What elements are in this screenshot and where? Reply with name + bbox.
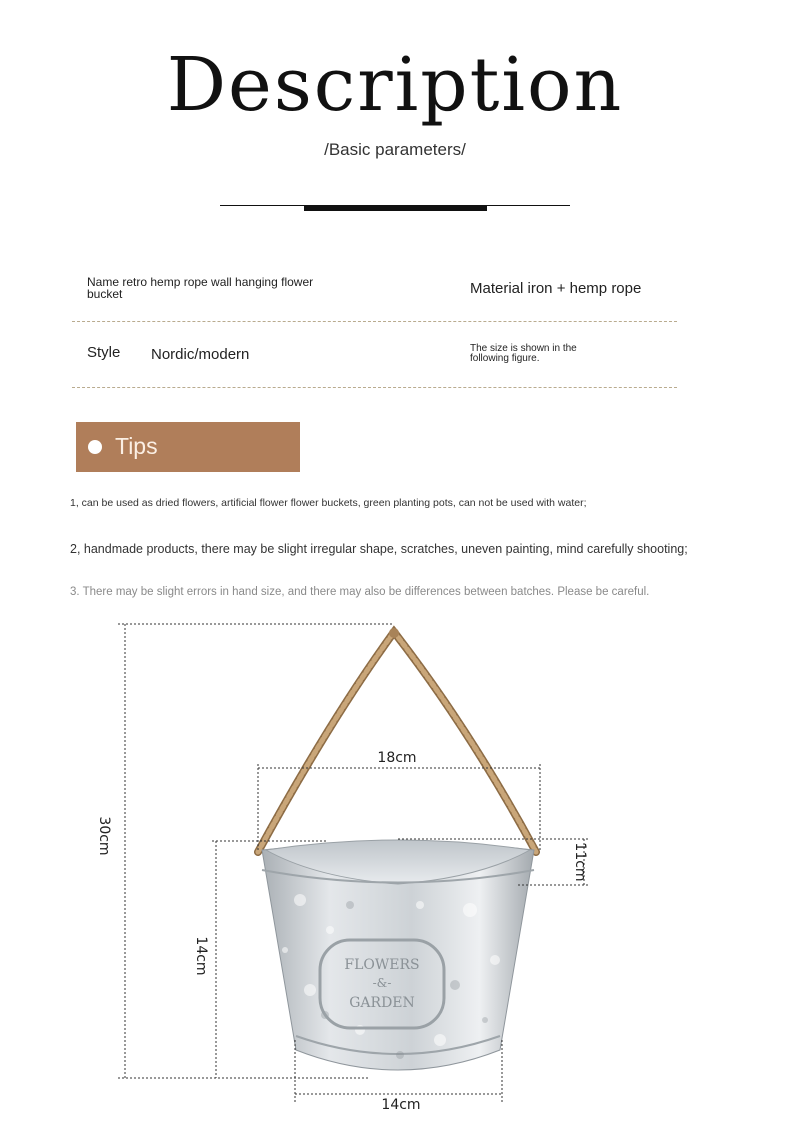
page-title: Description	[166, 42, 624, 128]
param-style-label: Style	[87, 344, 121, 361]
param-style-value: Nordic/modern	[151, 346, 250, 363]
dim-total-height: 30cm	[96, 816, 112, 856]
param-name: Name retro hemp rope wall hanging flower bucket	[87, 275, 314, 301]
dim-body-height: 14cm	[193, 936, 209, 976]
tip-item-3: 3. There may be slight errors in hand size, and there may also be differences between batches. Please be careful.	[70, 586, 650, 598]
tips-heading: Tips	[115, 433, 158, 459]
emblem-line-3: GARDEN	[349, 995, 415, 1011]
dim-side-depth: 11cm	[572, 842, 588, 882]
dim-top-width: 18cm	[377, 750, 417, 766]
tip-item-1: 1, can be used as dried flowers, artificial flower flower buckets, green planting pots, can not be used with water;	[70, 497, 587, 509]
param-material: Material iron + hemp rope	[470, 280, 642, 297]
page-subtitle: /Basic parameters/	[324, 140, 466, 159]
tip-item-2: 2, handmade products, there may be slight irregular shape, scratches, uneven painting, mind carefully shooting;	[70, 542, 688, 556]
emblem-line-1: FLOWERS	[344, 957, 420, 973]
hemp-rope-handle	[258, 628, 536, 852]
dim-bottom-width: 14cm	[381, 1097, 421, 1113]
emblem-line-2: -&-	[372, 976, 392, 990]
param-size-note: The size is shown in the following figure.	[470, 343, 577, 364]
bucket-body	[262, 840, 534, 1070]
